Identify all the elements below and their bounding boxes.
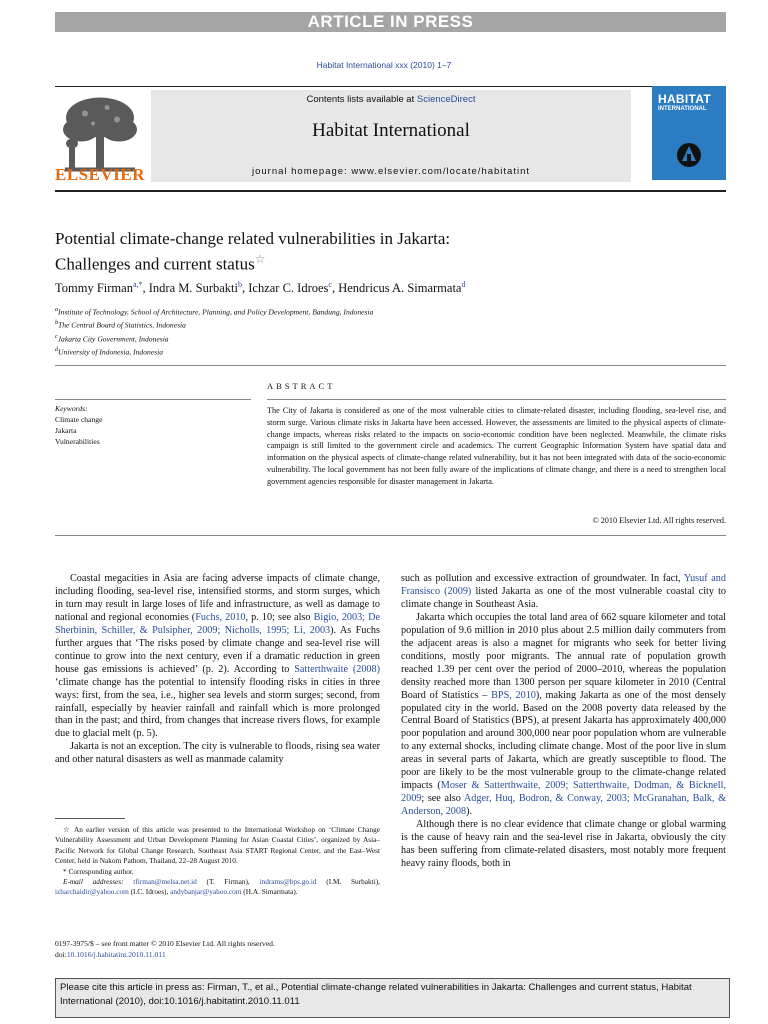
doi-line bbox=[55, 949, 275, 960]
cite-this-article-box: Please cite this article in press as: Firman, T., et al., Potential climate-change related vulnerabilities in Jakarta: Challenges and current status, Habitat International (2010), doi:10.1016/j.habitatint.2010.11.011 bbox=[55, 978, 730, 1018]
body-column-right bbox=[401, 573, 726, 871]
text-run: Coastal megacities in Asia are facing adverse impacts of climate change, including flooding, sea-level rise, intensified storms, and storm surges, which in turn may result in large loses of life and infrastructure, as well as damage to national and regional economies ( bbox=[55, 573, 380, 623]
email-link[interactable]: indrams@bps.go.id bbox=[259, 877, 317, 887]
doi-link[interactable]: 10.1016/j.habitatint.2010.11.011 bbox=[66, 950, 166, 959]
footnote-corresponding: * Corresponding author. bbox=[63, 866, 134, 876]
author-sep: , bbox=[142, 281, 149, 296]
email-owner: (I.M. Surbakti), bbox=[316, 877, 380, 887]
author-name: Tommy Firman bbox=[55, 281, 133, 296]
text-run: , p. 10; see also bbox=[245, 611, 314, 623]
elsevier-wordmark: ELSEVIER bbox=[55, 165, 145, 184]
journal-title: Habitat International bbox=[312, 120, 470, 141]
citation-link[interactable]: Fuchs, 2010 bbox=[195, 611, 246, 623]
article-title-line1: Potential climate-change related vulnerabilities in Jakarta: bbox=[55, 229, 451, 248]
abstract-rule bbox=[267, 399, 726, 400]
author-name: Indra M. Surbakti bbox=[148, 281, 238, 296]
text-run: ‘climate change has the potential to intensify flooding risks in cities in three ways: first, from the sea, i.e., higher sea levels and storm surges; second, from rainfall, especially by heavier rainfall and rainfall which is more prolonged than in the past; and third, from changes that increase rivers flows, for example due to glacial melt (p. 5). bbox=[55, 676, 380, 740]
affiliation-sup: b bbox=[55, 320, 58, 327]
affiliation-text: Institute of Technology, School of Architecture, Planning, and Policy Development, Bandung, Indonesia bbox=[58, 307, 374, 317]
front-matter bbox=[55, 938, 275, 960]
footnote-star bbox=[55, 825, 380, 867]
keyword: Climate change bbox=[55, 415, 103, 424]
affiliation bbox=[55, 318, 373, 331]
email-link[interactable]: tfirman@melsa.net.id bbox=[133, 877, 197, 887]
author-list bbox=[55, 280, 465, 296]
citation-link[interactable]: Yusuf and Fransisco (2009) bbox=[401, 573, 726, 597]
keywords-label: Keywords: bbox=[55, 404, 88, 413]
author-name: Hendricus A. Simarmata bbox=[338, 281, 462, 296]
keyword: Jakarta bbox=[55, 425, 77, 435]
text-run: Jakarta which occupies the total land area of 662 square kilometer and total population of 9.6 million in 2010 plus about 2.5 million daily commuters from the adjacent areas is also a magnet for migrants who seek for better living conditions, mostly poor migrants. The annual rate of population growth reached 1.39 per cent over the period of 2000–2010, whereas the population density reached more than 1300 person per square kilometer in 2010 (Central Board of Statistics – bbox=[401, 611, 726, 701]
author-affil-sup[interactable]: c bbox=[328, 280, 332, 289]
affiliation bbox=[55, 305, 373, 318]
affiliations bbox=[55, 305, 373, 358]
text-run: ), making Jakarta as one of the most densely populated city in the world. Based on the 2008 poverty data released by the Central Board of Statistics (BPS), at present Jakarta has approximately 400,000 poor population and around 300,000 near poor population whom are vulnerable to any external shocks, including climate change. Most of the poor live in slum areas in several parts of Jakarta, which are greatly susceptible to flood. The poor are likely to be the most vulnerable group to the climate-change related impacts ( bbox=[401, 689, 726, 792]
affiliation-text: University of Indonesia, Indonesia bbox=[58, 347, 164, 357]
keyword: Vulnerabilities bbox=[55, 436, 100, 446]
footnote-rule bbox=[55, 818, 125, 819]
email-link[interactable]: izharchaidir@yahoo.com bbox=[55, 887, 129, 897]
author-affil-sup[interactable]: d bbox=[461, 280, 466, 289]
doi-label: doi: bbox=[55, 950, 67, 959]
citation-link[interactable]: Satterthwaite (2008) bbox=[294, 663, 380, 675]
text-run: ; see also bbox=[421, 793, 464, 805]
affiliation bbox=[55, 332, 373, 345]
header-top-rule bbox=[55, 86, 726, 87]
email-owner: (T. Firman), bbox=[196, 877, 260, 887]
abstract-heading: ABSTRACT bbox=[267, 381, 336, 391]
citation-link[interactable]: BPS, 2010 bbox=[491, 689, 536, 701]
footnotes bbox=[55, 825, 380, 898]
body-paragraph bbox=[401, 612, 726, 819]
cover-emblem-icon bbox=[676, 142, 702, 168]
article-title bbox=[55, 228, 615, 275]
affiliation-text: Jakarta City Government, Indonesia bbox=[57, 334, 169, 344]
journal-reference[interactable]: Habitat International xxx (2010) 1–7 bbox=[316, 60, 452, 70]
email-owner: (H.A. Simarmata). bbox=[241, 887, 298, 897]
abstract-bottom-rule bbox=[55, 535, 726, 536]
email-label: E-mail addresses: bbox=[63, 877, 124, 887]
email-link[interactable]: andybanjar@yahoo.com bbox=[170, 887, 242, 897]
body-paragraph bbox=[401, 573, 726, 612]
article-title-line2: Challenges and current status bbox=[55, 254, 255, 274]
body-paragraph: Although there is no clear evidence that climate change or global warming is the cause of heavy rain and the sea-level rise in Jakarta, obviously the city has been suffering from climate-related disasters, most notably more frequent heavy rainy floods, both in bbox=[401, 819, 726, 869]
author-name: Ichzar C. Idroes bbox=[248, 281, 329, 296]
affiliation-sup: a bbox=[55, 307, 58, 313]
cover-subtitle: INTERNATIONAL bbox=[658, 106, 707, 112]
footnote-star-mark: ☆ bbox=[63, 825, 72, 834]
affiliation-text: The Central Board of Statistics, Indonesia bbox=[58, 320, 186, 330]
text-run: such as pollution and excessive extraction of groundwater. In fact, bbox=[401, 573, 684, 584]
header-bottom-rule bbox=[55, 190, 726, 192]
affiliation-sup: c bbox=[55, 333, 58, 340]
author-affil-sup[interactable]: b bbox=[238, 280, 242, 289]
body-paragraph: Jakarta is not an exception. The city is vulnerable to floods, rising sea water and other natural disasters as well as manmade calamity bbox=[55, 741, 380, 766]
keywords-rule bbox=[55, 399, 251, 400]
article-in-press-banner: ARTICLE IN PRESS bbox=[55, 12, 726, 32]
email-owner: (I.C. Idroes), bbox=[128, 887, 171, 897]
affiliation-sup: d bbox=[55, 346, 58, 353]
sciencedirect-link[interactable]: ScienceDirect bbox=[416, 94, 476, 105]
text-run: ). As Fuchs further argues that ‘The risks posed by climate change and sea-level rise will continue to grow into the next century, even if a dramatic reduction in green house gas emissions is achieved’ (p. 2). According to bbox=[55, 624, 380, 675]
author-sep: , bbox=[242, 281, 249, 296]
keywords-list bbox=[55, 415, 102, 447]
journal-homepage[interactable]: journal homepage: www.elsevier.com/locate/habitatint bbox=[251, 166, 530, 177]
author-affil-sup[interactable]: a,* bbox=[132, 280, 143, 289]
citation-link[interactable]: Moser & Satterthwaite, 2009; Satterthwaite, Dodman, & Bicknell, 2009 bbox=[401, 780, 726, 805]
contents-prefix: Contents lists available at bbox=[306, 94, 417, 105]
abstract-top-rule bbox=[55, 365, 726, 366]
citation-link[interactable]: Adger, Huq, Bodron, & Conway, 2003; McGranahan, Balk, & Anderson, 2008 bbox=[401, 793, 727, 818]
body-column-left bbox=[55, 573, 380, 767]
text-run: listed Jakarta as one of the most vulnerable coastal city to climate change in Southeast Asia. bbox=[401, 585, 726, 610]
contents-line bbox=[151, 94, 631, 105]
author-sep: , bbox=[331, 281, 339, 296]
issn-line: 0197-3975/$ – see front matter © 2010 Elsevier Ltd. All rights reserved. bbox=[55, 939, 275, 948]
abstract-copyright: © 2010 Elsevier Ltd. All rights reserved. bbox=[592, 516, 726, 525]
journal-cover-thumbnail bbox=[652, 86, 726, 180]
cover-title: HABITAT bbox=[658, 92, 711, 106]
citation-link[interactable]: Bigio, 2003; De Sherbinin, Schiller, & Pulsipher, 2009; Nicholls, 1995; Li, 2003 bbox=[55, 611, 380, 636]
text-run: ). bbox=[466, 806, 473, 818]
footnote-text: An earlier version of this article was presented to the International Workshop on ‘Climate Change Vulnerability Assessment and Urban Development Planning for Asian Coastal Cities’, organized by Asia–Pacific Network for Global Change Research, Southeast Asia START Regional Center, and the East–West Center, held in Nakorn Pathom, Thailand, 22–28 August 2010. bbox=[55, 825, 381, 866]
affiliation bbox=[55, 345, 373, 358]
footnote-emails bbox=[55, 877, 380, 898]
abstract-text: The City of Jakarta is considered as one of the most vulnerable cities to climate-related disaster, including flooding, sea-level rise, and storm surge. Various climate risks in Jakarta have been accessed. However, the assessments are limited to the physical aspects of climate-change impacts, whereas risks related to the impacts on socio-economic condition have been neglected. Meanwhile, the climate risks campaign is still limited to the government circle and academics. The current Geographic Information System have spatial data and information on the physical aspects of climate-change related vulnerability, but it has not been integrated with data of the socio-economic vulnerability. The local government has not been fully aware of the implications of climate change, and there is a need to strengthen local government agencies responsible for disaster management in Jakarta. bbox=[267, 406, 726, 486]
title-footnote-star[interactable]: ☆ bbox=[254, 252, 266, 266]
body-paragraph bbox=[55, 573, 380, 741]
